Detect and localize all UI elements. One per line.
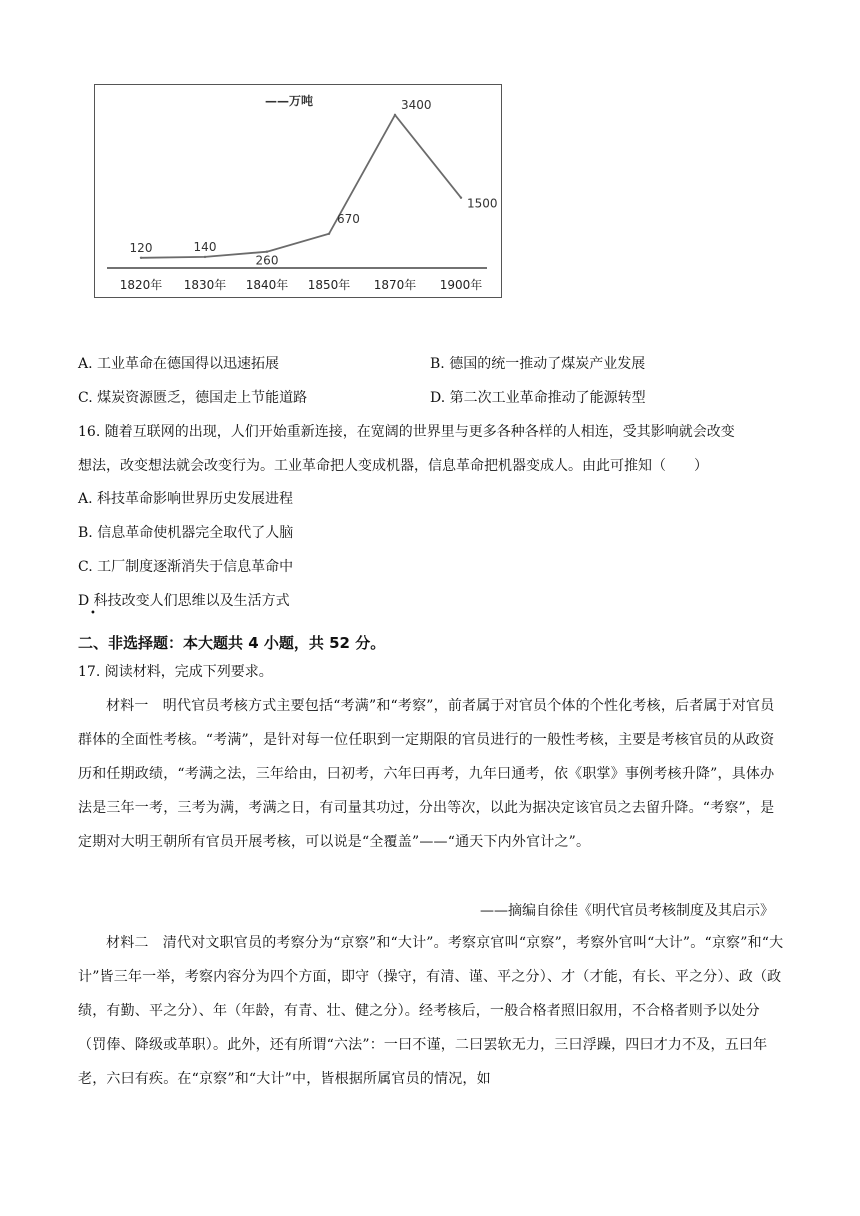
data-label: 3400 [401,98,432,112]
q16-option-c[interactable]: C. 工厂制度逐渐消失于信息革命中 [78,559,294,575]
q16-option-d[interactable]: D 科技改变人们思维以及生活方式 [78,593,290,609]
q16-stem-line1: 16. 随着互联网的出现，人们开始重新连接，在宽阔的世界里与更多各种各样的人相连，受其影响就会改变 [78,424,735,440]
legend-label: ——万吨 [265,94,314,108]
data-label: 260 [255,253,279,268]
x-tick-label: 1830年 [183,278,227,292]
section-2-title: 二、非选择题：本大题共 4 小题，共 52 分。 [78,634,386,652]
q17-material-1: 材料一 明代官员考核方式主要包括“考满”和“考察”，前者属于对官员个体的个性化考核，后者属于对官员群体的全面性考核。“考满”，是针对每一位任职到一定期限的官员进行的一般性考核，主要是考核官员的从政资历和任期政绩，“考满之法，三年给由，曰初考，六年曰再考，九年曰通考，依《职掌》事例考核升降”，具体办法是三年一考，三考为满，考满之日，有司量其功过，分出等次，以此为据决定该官员之去留升降。“考察”，是定期对大明王朝所有官员开展考核，可以说是“全覆盖”——“通天下内外官计之”。 [78,698,775,850]
q17-material-2: 材料二 清代对文职官员的考察分为“京察”和“大计”。考察京官叫“京察”，考察外官叫“大计”。“京察”和“大计”皆三年一举，考察内容分为四个方面，即守（操守，有清、谨、平之分）、才（才能，有长、平之分）、政（政绩，有勤、平之分）、年（年龄，有青、壮、健之分）。经考核后，一般合格者照旧叙用，不合格者则予以处分（罚俸、降级或革职）。此外，还有所谓“六法”：一曰不谨，二曰罢软无力，三曰浮躁，四曰才力不及，五曰年老，六曰有疾。在“京察”和“大计”中，皆根据所属官员的情况，如 [78,935,784,1087]
x-tick-label: 1900年 [439,278,483,292]
chart-svg [95,85,503,299]
q15-option-c[interactable]: C. 煤炭资源匮乏，德国走上节能道路 [78,390,308,406]
data-point [460,197,462,199]
data-label: 670 [337,211,360,226]
data-label: 120 [129,240,153,255]
x-tick-label: 1840年 [245,278,289,292]
data-point [394,114,396,116]
stray-dot: • [90,608,96,619]
q15-option-d[interactable]: D. 第二次工业革命推动了能源转型 [430,390,646,406]
x-tick-label: 1820年 [119,278,163,292]
x-tick-label: 1850年 [307,278,351,292]
data-point [328,233,330,235]
x-tick-label: 1870年 [373,278,417,292]
data-point [266,251,268,253]
q15-option-b[interactable]: B. 德国的统一推动了煤炭产业发展 [430,356,646,372]
data-label: 1500 [467,196,498,211]
coal-output-chart [94,84,502,298]
q16-stem-line2: 想法，改变想法就会改变行为。工业革命把人变成机器，信息革命把机器变成人。由此可推知（ ） [78,458,708,474]
q16-option-a[interactable]: A. 科技革命影响世界历史发展进程 [78,491,294,507]
series-line [141,115,461,258]
q16-option-b[interactable]: B. 信息革命使机器完全取代了人脑 [78,525,294,541]
data-point [140,257,142,259]
data-label: 140 [193,239,217,254]
q17-source-1: ——摘编自徐佳《明代官员考核制度及其启示》 [480,903,774,919]
q17-stem: 17. 阅读材料，完成下列要求。 [78,664,273,680]
data-point [204,256,206,258]
q15-option-a[interactable]: A. 工业革命在德国得以迅速拓展 [78,356,280,372]
